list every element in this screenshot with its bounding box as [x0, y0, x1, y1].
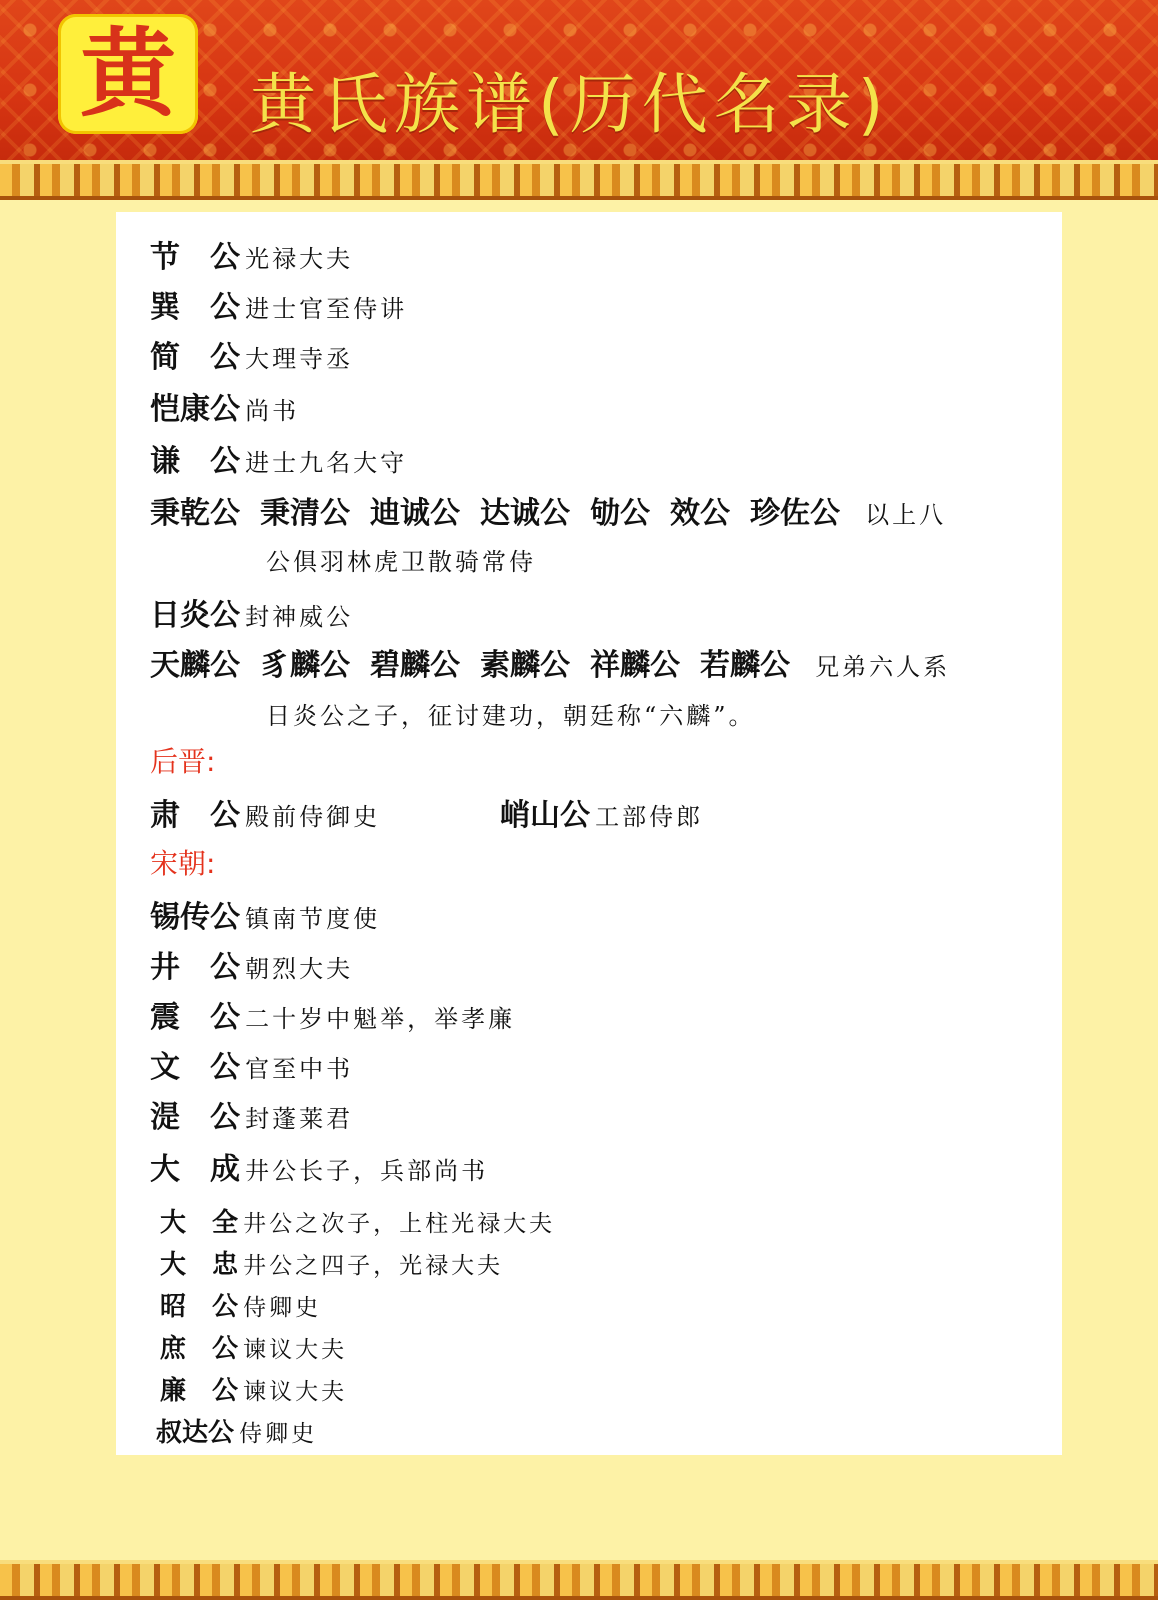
group-entry-eight	[150, 488, 946, 532]
ancestor-name: 恺康公	[150, 392, 240, 427]
ancestor-name: 秉清公	[260, 496, 350, 531]
list-item	[150, 892, 380, 936]
ancestor-title: 侍卿史	[239, 1421, 318, 1447]
ancestor-name: 肃 公	[150, 798, 240, 833]
ancestor-title: 封蓬莱君	[245, 1105, 354, 1133]
decorative-border-bottom	[0, 1560, 1158, 1600]
ancestor-title: 光禄大夫	[245, 245, 354, 273]
section-heading-houjin: 后晋:	[150, 745, 216, 778]
ancestor-name: 达诚公	[480, 496, 570, 531]
ancestor-name: 峭山公	[500, 798, 590, 833]
ancestor-title: 井公长子，兵部尚书	[245, 1157, 489, 1185]
page-title: 黄氏族谱(历代名录)	[250, 66, 890, 143]
list-item	[160, 1370, 347, 1407]
ancestor-name: 大 全	[160, 1208, 239, 1238]
ancestor-name: 湜 公	[150, 1100, 240, 1135]
group-note-continued: 公俱羽林虎卫散骑常侍	[266, 548, 536, 576]
ancestor-name: 井 公	[150, 950, 240, 985]
ancestor-title: 谏议大夫	[243, 1379, 348, 1405]
ancestor-title: 朝烈大夫	[245, 955, 354, 983]
ancestor-title: 尚书	[245, 397, 300, 425]
ancestor-name: 迪诚公	[370, 496, 460, 531]
ancestor-name: 劬公	[590, 496, 650, 531]
ancestor-name: 文 公	[150, 1050, 240, 1085]
surname-logo	[58, 14, 198, 134]
ancestor-name: 碧麟公	[370, 648, 460, 683]
ancestor-title: 大理寺丞	[245, 345, 354, 373]
list-item	[150, 384, 299, 428]
ancestor-name: 日炎公	[150, 598, 240, 633]
ancestor-title: 封神威公	[245, 603, 354, 631]
list-item	[160, 1328, 347, 1365]
decorative-border-top	[0, 160, 1158, 200]
list-item	[150, 436, 407, 480]
section-heading-song: 宋朝:	[150, 847, 216, 880]
logo-character: 黄	[80, 18, 176, 130]
ancestor-name: 叔达公	[156, 1418, 235, 1448]
ancestor-title: 进士官至侍讲	[245, 295, 408, 323]
ancestor-name: 巽 公	[150, 290, 240, 325]
ancestor-title: 进士九名大守	[245, 449, 408, 477]
list-item	[150, 332, 353, 376]
list-item	[150, 790, 380, 834]
ancestor-title: 镇南节度使	[245, 905, 381, 933]
ancestor-name: 豸麟公	[260, 648, 350, 683]
list-item	[150, 1092, 353, 1136]
genealogy-panel	[116, 212, 1062, 1455]
list-item	[150, 1144, 488, 1188]
ancestor-title: 殿前侍御史	[245, 803, 381, 831]
list-item	[160, 1202, 555, 1239]
ancestor-title: 井公之四子，光禄大夫	[243, 1253, 504, 1279]
ancestor-title: 二十岁中魁举，举孝廉	[245, 1005, 516, 1033]
group-note: 以上八	[865, 501, 947, 529]
group-note: 兄弟六人系	[815, 653, 951, 681]
ancestor-name: 锡传公	[150, 900, 240, 935]
ancestor-name: 效公	[670, 496, 730, 531]
group-note-continued: 日炎公之子，征讨建功，朝廷称“六麟”。	[266, 702, 756, 730]
list-item	[150, 590, 353, 634]
ancestor-name: 简 公	[150, 340, 240, 375]
ancestor-name: 庶 公	[160, 1334, 239, 1364]
header-banner	[0, 0, 1158, 165]
ancestor-name: 谦 公	[150, 444, 240, 479]
list-item	[150, 1042, 353, 1086]
ancestor-title: 井公之次子，上柱光禄大夫	[243, 1211, 556, 1237]
ancestor-title: 官至中书	[245, 1055, 354, 1083]
list-item	[160, 1286, 321, 1323]
ancestor-name: 大 忠	[160, 1250, 239, 1280]
ancestor-name: 祥麟公	[590, 648, 680, 683]
ancestor-title: 侍卿史	[243, 1295, 322, 1321]
group-entry-six-lin	[150, 640, 950, 684]
ancestor-title: 谏议大夫	[243, 1337, 348, 1363]
list-item	[500, 790, 703, 834]
list-item	[156, 1412, 317, 1449]
ancestor-name: 大 成	[150, 1152, 240, 1187]
ancestor-name: 秉乾公	[150, 496, 240, 531]
ancestor-name: 廉 公	[160, 1376, 239, 1406]
ancestor-name: 昭 公	[160, 1292, 239, 1322]
ancestor-name: 若麟公	[700, 648, 790, 683]
ancestor-name: 震 公	[150, 1000, 240, 1035]
ancestor-name: 节 公	[150, 240, 240, 275]
list-item	[150, 232, 353, 276]
ancestor-title: 工部侍郎	[595, 803, 704, 831]
list-item	[150, 282, 407, 326]
list-item	[150, 942, 353, 986]
list-item	[160, 1244, 503, 1281]
list-item	[150, 992, 515, 1036]
ancestor-name: 珍佐公	[750, 496, 840, 531]
ancestor-name: 天麟公	[150, 648, 240, 683]
ancestor-name: 素麟公	[480, 648, 570, 683]
